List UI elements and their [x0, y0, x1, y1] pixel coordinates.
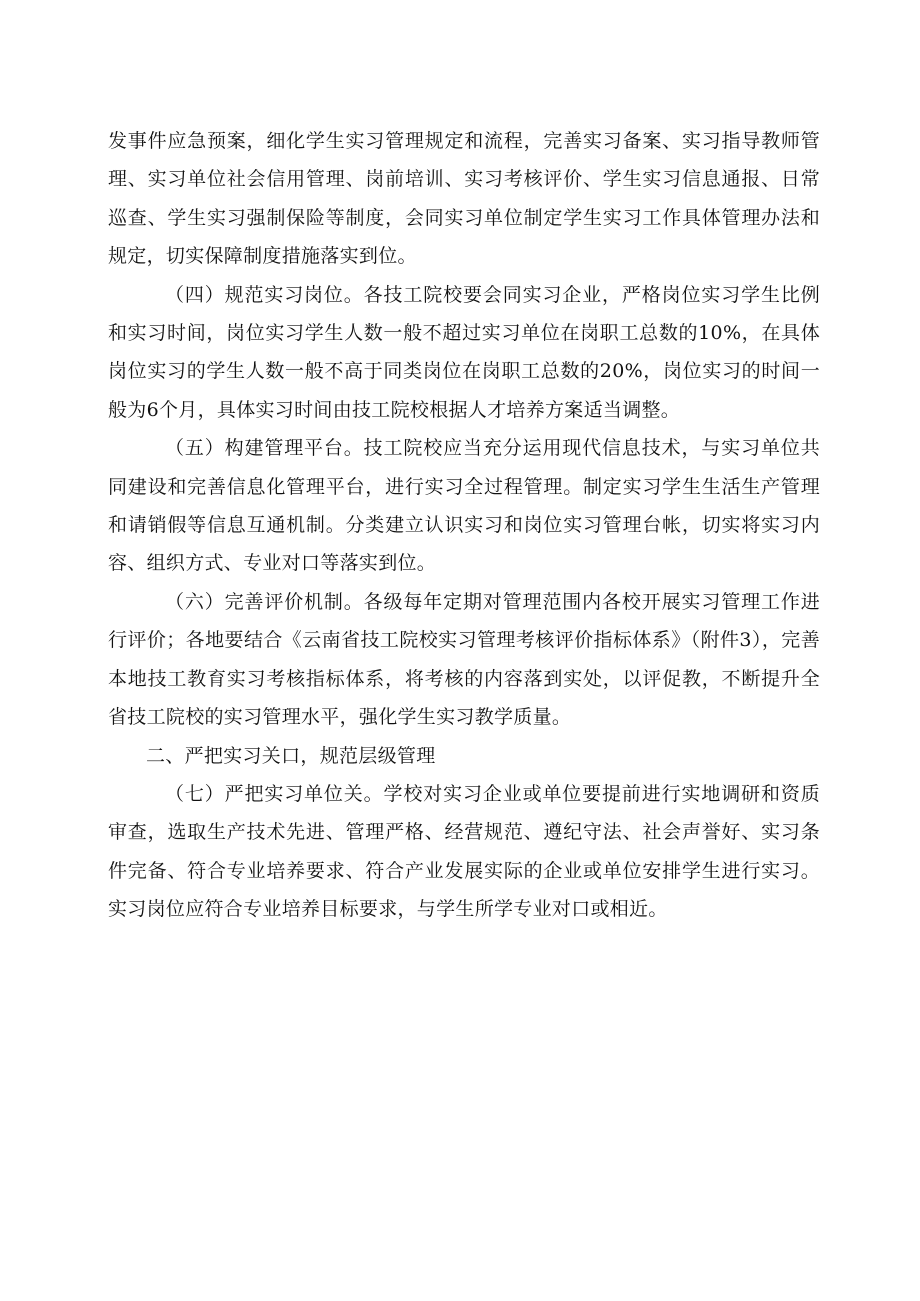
paragraph-item-5: （五）构建管理平台。技工院校应当充分运用现代信息技术，与实习单位共同建设和完善信息化管理平台，进行实习全过程管理。制定实习学生生活生产管理和请销假等信息互通机制。分类建立认识实习和岗位实习管理台帐，切实将实习内容、组织方式、专业对口等落实到位。 [108, 437, 820, 575]
paragraph-continuation: 发事件应急预案，细化学生实习管理规定和流程，完善实习备案、实习指导教师管理、实习单位社会信用管理、岗前培训、实习考核评价、学生实习信息通报、日常巡查、学生实习强制保险等制度，会同实习单位制定学生实习工作具体管理办法和规定，切实保障制度措施落实到位。 [108, 130, 820, 268]
paragraph-item-7: （七）严把实习单位关。学校对实习企业或单位要提前进行实地调研和资质审查，选取生产技术先进、管理严格、经营规范、遵纪守法、社会声誉好、实习条件完备、符合专业培养要求、符合产业发展实际的企业或单位安排学生进行实习。实习岗位应符合专业培养目标要求，与学生所学专业对口或相近。 [108, 782, 820, 921]
document-body [108, 122, 820, 929]
section-heading-2: 二、严把实习关口，规范层级管理 [146, 744, 436, 767]
paragraph-item-6: （六）完善评价机制。各级每年定期对管理范围内各校开展实习管理工作进行评价；各地要结合《云南省技工院校实习管理考核评价指标体系》（附件3），完善本地技工教育实习考核指标体系，将考核的内容落到实处，以评促教，不断提升全省技工院校的实习管理水平，强化学生实习教学质量。 [108, 590, 820, 729]
paragraph-item-4: （四）规范实习岗位。各技工院校要会同实习企业，严格岗位实习学生比例和实习时间，岗位实习学生人数一般不超过实习单位在岗职工总数的10%，在具体岗位实习的学生人数一般不高于同类岗位在岗职工总数的20%，岗位实习的时间一般为6个月，具体实习时间由技工院校根据人才培养方案适当调整。 [108, 283, 820, 421]
